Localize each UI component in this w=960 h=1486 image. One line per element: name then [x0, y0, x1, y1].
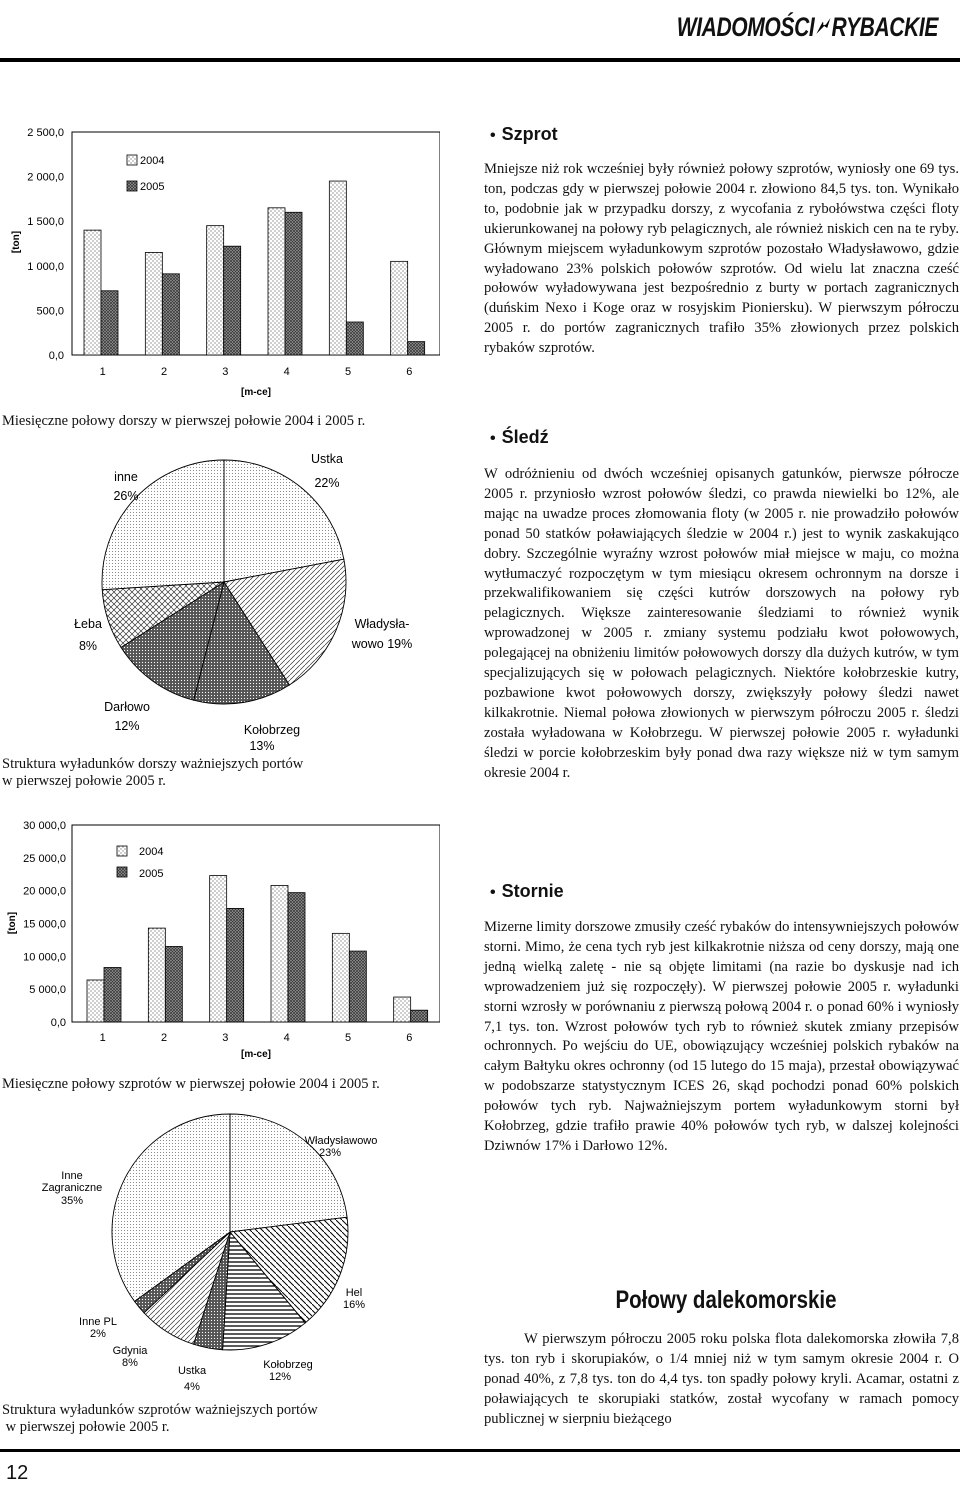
- legend-swatch-2005: [117, 867, 127, 877]
- svg-text:Darłowo: Darłowo: [104, 700, 150, 714]
- bar-2004-1: [84, 230, 101, 355]
- x-tick-label: 2: [160, 1032, 168, 1044]
- svg-text:Ustka: Ustka: [311, 452, 343, 466]
- bar-2004-3: [207, 226, 224, 355]
- pie-label-ustka: [311, 452, 343, 490]
- bar-2005-4: [285, 212, 302, 355]
- sprat-structure-pie-chart: [0, 1100, 470, 1430]
- pie-label-ustka: [178, 1365, 207, 1393]
- pie-label-darlowo: [104, 700, 150, 733]
- sprat-monthly-bar-chart: [0, 800, 440, 1070]
- plot-frame: [72, 132, 440, 355]
- svg-text:23%: 23%: [318, 1147, 342, 1159]
- pie-label-wladyslawowo: [351, 617, 412, 651]
- x-tick-label: 4: [283, 1032, 290, 1044]
- sprat-structure-caption: [2, 1402, 318, 1436]
- svg-text:13%: 13%: [249, 739, 275, 753]
- y-tick-label: 30 000,0: [23, 820, 66, 832]
- bar-2004-6: [391, 261, 408, 355]
- cod-structure-pie-chart: [0, 445, 470, 790]
- legend-swatch-2004: [127, 155, 137, 165]
- masthead: [677, 12, 938, 43]
- svg-text:35%: 35%: [60, 1195, 84, 1207]
- bar-2005-3: [224, 246, 241, 355]
- sprat-structure-caption-line2: w pierwszej połowie 2005 r.: [2, 1419, 170, 1435]
- y-tick-label: 1 000,0: [27, 260, 64, 273]
- svg-text:8%: 8%: [78, 639, 98, 653]
- y-tick-label: 20 000,0: [23, 885, 66, 898]
- bottom-rule: [0, 1449, 960, 1452]
- bar-2004-3: [210, 876, 227, 1022]
- y-axis-label: [ton]: [7, 911, 18, 935]
- bar-2005-4: [288, 893, 305, 1022]
- x-axis-label: [m-ce]: [240, 1049, 272, 1060]
- pie-label-kolobrzeg: [244, 723, 300, 753]
- bar-2004-6: [394, 997, 411, 1022]
- section-text-szprot: Mniejsze niż rok wcześniej były również połowy szprotów, wyniosły one 69 tys. ton, podczas gdy w pierwszej połowie 2004 r. złowiono 84,5 tys. ton. Wynikało to, podobnie jak w przypadku dorszy, z wycofania z rybołówstwa części floty ukierunkowanej na połowy ryb pelagicznych, ale również niskich cen na te ryby. Głównym miejscem wyładunkowym szprotów pozostało Władysławowo, gdzie wyładowano 23% polskich połowów szprotów. Od wielu lat znaczna cześć połowów wyładowywana jest bezpośrednio z burty w portach zagranicznych (duńskim Nexo i Koge oraz w rosyjskim Pioniersku). W pierwszym półroczu 2005 r. do portów zagranicznych trafiło 35% złowionych przez polskich rybaków szprotów.: [484, 161, 959, 357]
- svg-text:Kołobrzeg: Kołobrzeg: [243, 723, 301, 737]
- legend-label-2004: 2004: [140, 155, 165, 167]
- cod-structure-caption-line2: w pierwszej połowie 2005 r.: [2, 773, 166, 789]
- section-text-sledz: W odróżnieniu od dwóch wcześniej opisanych gatunków, pierwsze półrocze 2005 r. przyniosło wzrost połowów śledzi, co prawda niewielki bo 12%, ale mając na uwadze proces złomowania floty (w 2005 r. nie prowadziło połowów ponad 50 statków poławiających śledzie w 2004 r.) jest to wynik zaskakująco dobry. Szczególnie wyraźny wzrost połowów miał miejsce w maju, co można wytłumaczyć rozpoczętym w tym miesiącu okresem ochronnym na dorsze i przekwalifikowaniem się części kutrów dorszowych na połowy ryb pelagicznych. Większe zainteresowanie śledziami to również wynik wprowadzonej w 2005 r. zmiany systemu podziału kwot połowowych, polegającej na obniżeniu limitów połowowych dorszy dla dużych kutrów, w tym specjalizujących się w połowach pelagicznych. Niektóre kołobrzeskie kutry, pozbawione kwot połowowych dorszy, zwiększyły połowy śledzi nawet kilkakrotnie. Niemal połowa złowionych w pierwszym półroczu 2005 r. śledzi została wyładowana w Kołobrzegu. W pierwszej połowie 2005 r. wyładunki śledzi w porcie kołobrzeskim były ponad dwa razy większe niż w tym samym okresie 2004 r.: [484, 466, 959, 781]
- x-tick-label: 2: [160, 366, 168, 378]
- section-heading-dalekomorskie: Połowy dalekomorskie: [615, 1286, 837, 1314]
- x-tick-label: 5: [344, 1032, 352, 1044]
- x-tick-label: 1: [99, 1032, 106, 1044]
- svg-text:22%: 22%: [314, 476, 340, 490]
- svg-text:2%: 2%: [90, 1328, 106, 1340]
- y-tick-label: 25 000,0: [23, 852, 66, 865]
- bar-2004-2: [145, 252, 162, 355]
- svg-text:Władysła-: Władysła-: [354, 617, 410, 631]
- y-tick-label: 2 000,0: [27, 171, 64, 184]
- cod-monthly-bar-chart: [0, 0, 440, 405]
- x-tick-label: 6: [406, 1032, 413, 1044]
- section-text-stornie: Mizerne limity dorszowe zmusiły cześć rybaków do intensywniejszych połowów storni. Mimo, że cena tych ryb jest kilkakrotnie niższa od ceny dorszy, mają one jedną wielką zaletę - nie są objęte limitami (na razie bo dyskusje nad ich wprowadzeniem już się rozpoczęły). W pierwszej połowie 2005 r. wyładunki storni wzrosły w porównaniu z pierwszą połową 2004 r. o ponad 60% i wyniosły 7,1 tys. ton. Wzrost połowów tych ryb to również skutek zmiany przepisów ochronnych. Po wejściu do UE, obowiązujący wcześniej polskich rybaków na całym Bałtyku okres ochronny (od 15 lutego do 15 maja), przestał obowiązywać w podobszarze statystycznym ICES 26, skąd pochodzi ponad 60% polskich połowów tych ryb. Najważniejszym portem wyładunkowym storni był Kołobrzeg, gdzie trafiło prawie 40% połowów tych ryb, w dalszej kolejności Dziwnów 17% i Darłowo 12%.: [484, 919, 959, 1154]
- pie-label-inne-pl: [79, 1316, 117, 1340]
- y-tick-label: 0,0: [48, 350, 64, 362]
- fish-logo-icon: [814, 14, 831, 36]
- section-heading-sledz: • Śledź: [490, 427, 549, 447]
- section-heading-szprot: • Szprot: [490, 124, 558, 144]
- x-tick-label: 3: [222, 1032, 229, 1044]
- pie-label-gdynia: [113, 1345, 149, 1369]
- svg-text:12%: 12%: [268, 1371, 292, 1383]
- legend-label-2005: 2005: [139, 868, 164, 880]
- svg-text:12%: 12%: [114, 719, 140, 733]
- legend-swatch-2004: [117, 846, 127, 856]
- y-tick-label: 500,0: [36, 305, 64, 318]
- bar-2005-1: [104, 967, 121, 1022]
- y-tick-label: 2 500,0: [27, 127, 64, 139]
- y-tick-label: 15 000,0: [23, 918, 66, 931]
- bar-2005-6: [411, 1010, 428, 1022]
- bar-2005-1: [101, 291, 118, 355]
- svg-text:Kołobrzeg: Kołobrzeg: [263, 1359, 313, 1371]
- legend-label-2005: 2005: [140, 181, 165, 193]
- bar-2005-5: [346, 322, 363, 355]
- legend-swatch-2005: [127, 181, 137, 191]
- pie-slice-władysławowo: [230, 1114, 347, 1232]
- x-tick-label: 1: [99, 366, 106, 378]
- svg-text:8%: 8%: [122, 1357, 138, 1369]
- sprat-structure-caption-line1: Struktura wyładunków szprotów ważniejszych portów: [2, 1402, 318, 1418]
- bar-2004-4: [271, 885, 288, 1022]
- bar-2005-2: [162, 274, 179, 355]
- bar-2005-2: [165, 946, 182, 1022]
- svg-text:Inne PL: Inne PL: [79, 1316, 117, 1328]
- svg-text:Ustka: Ustka: [177, 1365, 207, 1377]
- y-tick-label: 1 500,0: [27, 216, 64, 229]
- bar-2005-3: [227, 908, 244, 1022]
- pie-label-inne-zagraniczne: [42, 1170, 103, 1207]
- svg-text:wowo 19%: wowo 19%: [351, 637, 413, 651]
- masthead-title-right: RYBACKIE: [831, 12, 938, 42]
- svg-text:4%: 4%: [184, 1381, 200, 1393]
- bar-2005-6: [408, 342, 425, 355]
- bar-2004-2: [148, 928, 165, 1022]
- y-axis-label: [ton]: [11, 230, 22, 254]
- y-tick-label: 10 000,0: [23, 951, 66, 964]
- bar-2004-5: [332, 933, 349, 1022]
- x-tick-label: 4: [283, 366, 290, 378]
- svg-text:16%: 16%: [342, 1299, 366, 1311]
- page-number: 12: [6, 1462, 29, 1484]
- section-text-dalekomorskie: W pierwszym półroczu 2005 roku polska flota dalekomorska złowiła 7,8 tys. ton ryb i skorupiaków, o 1/4 mniej niż w tym samym okresie 2004 r. O ponad 40%, z 7,8 tys. ton do 4,4 tys. ton spadły połowy kryli. Acamar, ostatni z poławiających te skorupiaki statków, został wycofany w ramach pomocy publicznej w sierpniu bieżącego: [484, 1331, 959, 1427]
- svg-text:Gdynia: Gdynia: [112, 1345, 148, 1357]
- legend-label-2004: 2004: [139, 846, 164, 858]
- x-tick-label: 5: [344, 366, 352, 378]
- bar-2004-5: [329, 181, 346, 355]
- cod-structure-caption-line1: Struktura wyładunków dorszy ważniejszych portów: [2, 756, 304, 772]
- bar-2005-5: [349, 951, 366, 1022]
- svg-text:26%: 26%: [113, 489, 139, 503]
- bar-2004-4: [268, 208, 285, 355]
- masthead-title-left: WIADOMOŚCI: [676, 12, 815, 42]
- svg-text:Władysławowo: Władysławowo: [304, 1135, 378, 1147]
- svg-text:Hel: Hel: [345, 1287, 363, 1299]
- x-tick-label: 6: [406, 366, 413, 378]
- pie-label-leba: [74, 617, 102, 653]
- x-axis-label: [m-ce]: [240, 387, 272, 398]
- svg-text:Łeba: Łeba: [74, 617, 102, 631]
- cod-monthly-caption: Miesięczne połowy dorszy w pierwszej połowie 2004 i 2005 r.: [2, 413, 366, 429]
- svg-text:Inne: Inne: [61, 1170, 83, 1182]
- sprat-monthly-caption: Miesięczne połowy szprotów w pierwszej połowie 2004 i 2005 r.: [2, 1076, 380, 1092]
- cod-structure-caption: [2, 756, 303, 790]
- x-tick-label: 3: [222, 366, 229, 378]
- bar-2004-1: [87, 980, 104, 1022]
- svg-text:inne: inne: [114, 470, 138, 484]
- section-heading-stornie: • Stornie: [490, 881, 564, 901]
- svg-text:Zagraniczne: Zagraniczne: [41, 1182, 103, 1194]
- pie-label-hel: [343, 1287, 365, 1311]
- pie-label-kolobrzeg: [263, 1359, 313, 1383]
- y-tick-label: 0,0: [50, 1017, 66, 1029]
- y-tick-label: 5 000,0: [29, 984, 66, 997]
- pie-label-inne: [113, 470, 138, 503]
